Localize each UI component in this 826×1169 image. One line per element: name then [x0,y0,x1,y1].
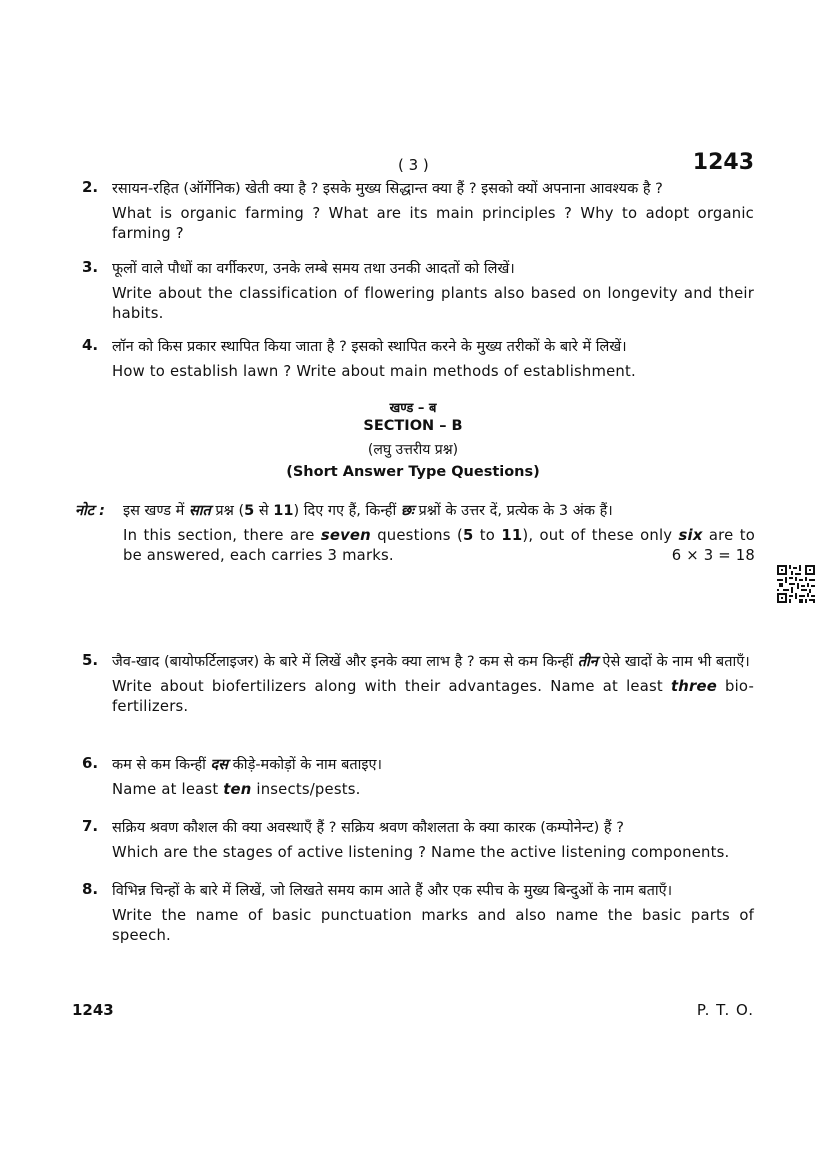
question-3 [82,258,754,324]
question-2 [82,178,754,244]
question-7 [82,817,754,863]
question-number: 6. [82,754,99,772]
question-english-text: How to establish lawn ? Write about main methods of establishment. [112,363,636,380]
question-number: 4. [82,336,99,354]
marks-distribution: 6 × 3 = 18 [671,547,755,564]
question-english-text: Write about biofertilizers along with their advantages. Name at least three bio-fertilizers. [112,678,754,715]
question-hindi-text: विभिन्न चिन्हों के बारे में लिखें, जो लिखते समय काम आते हैं और एक स्पीच के मुख्य बिन्दुओं के नाम बताएँ। [112,883,673,899]
question-5 [82,651,754,717]
section-english-title: SECTION – B [363,418,463,434]
note-label: नोट : [75,503,105,519]
question-4 [82,336,754,382]
question-6 [82,754,754,800]
question-english-text: Which are the stages of active listening ? Name the active listening components. [112,844,730,861]
section-hindi-title: खण्ड – ब [389,401,437,416]
question-hindi-text: रसायन-रहित (ऑर्गेनिक) खेती क्या है ? इसके मुख्य सिद्धान्त क्या हैं ? इसको क्यों अपनाना आवश्यक है ? [112,181,663,197]
note-english-text: In this section, there are seven questions (5 to 11), out of these only six are to be answered, each carries 3 marks. 6 × 3 = 18 [123,527,756,564]
question-number: 3. [82,258,99,276]
question-hindi-text: लॉन को किस प्रकार स्थापित किया जाता है ? इसको स्थापित करने के मुख्य तरीकों के बारे में लिखें। [112,339,627,355]
question-number: 5. [82,651,99,669]
question-english-text: Name at least ten insects/pests. [112,781,361,798]
question-english-text: Write the name of basic punctuation marks and also name the basic parts of speech. [112,907,754,944]
section-hindi-subtitle: (लघु उत्तरीय प्रश्न) [367,442,459,458]
question-hindi-text: फूलों वाले पौधों का वर्गीकरण, उनके लम्बे समय तथा उनकी आदतों को लिखें। [112,261,515,277]
footer-paper-code: 1243 [72,1001,114,1019]
question-hindi-text: सक्रिय श्रवण कौशल की क्या अवस्थाएँ हैं ? सक्रिय श्रवण कौशलता के क्या कारक (कम्पोनेन्ट) हैं ? [112,820,624,836]
question-number: 8. [82,880,99,898]
section-note [75,500,755,566]
footer-pto: P. T. O. [696,1001,754,1019]
question-8 [82,880,754,946]
paper-code-header: 1243 [692,150,754,175]
question-english-text: Write about the classification of flowering plants also based on longevity and their habits. [112,285,754,322]
question-hindi-text: कम से कम किन्हीं दस कीड़े-मकोड़ों के नाम बताइए। [112,757,382,773]
section-english-subtitle: (Short Answer Type Questions) [286,464,540,480]
question-number: 7. [82,817,99,835]
question-number: 2. [82,178,99,196]
question-hindi-text: जैव-खाद (बायोफर्टिलाइजर) के बारे में लिखें और इनके क्या लाभ है ? कम से कम किन्हीं तीन ऐसे खादों के नाम भी बताएँ। [112,654,750,670]
question-english-text: What is organic farming ? What are its main principles ? Why to adopt organic farming ? [112,205,754,242]
page-number: ( 3 ) [398,156,429,174]
note-hindi-text: इस खण्ड में सात प्रश्न (5 से 11) दिए गए हैं, किन्हीं छः प्रश्नों के उत्तर दें, प्रत्येक के 3 अंक हैं। [123,503,613,519]
qr-code-icon [777,565,815,603]
